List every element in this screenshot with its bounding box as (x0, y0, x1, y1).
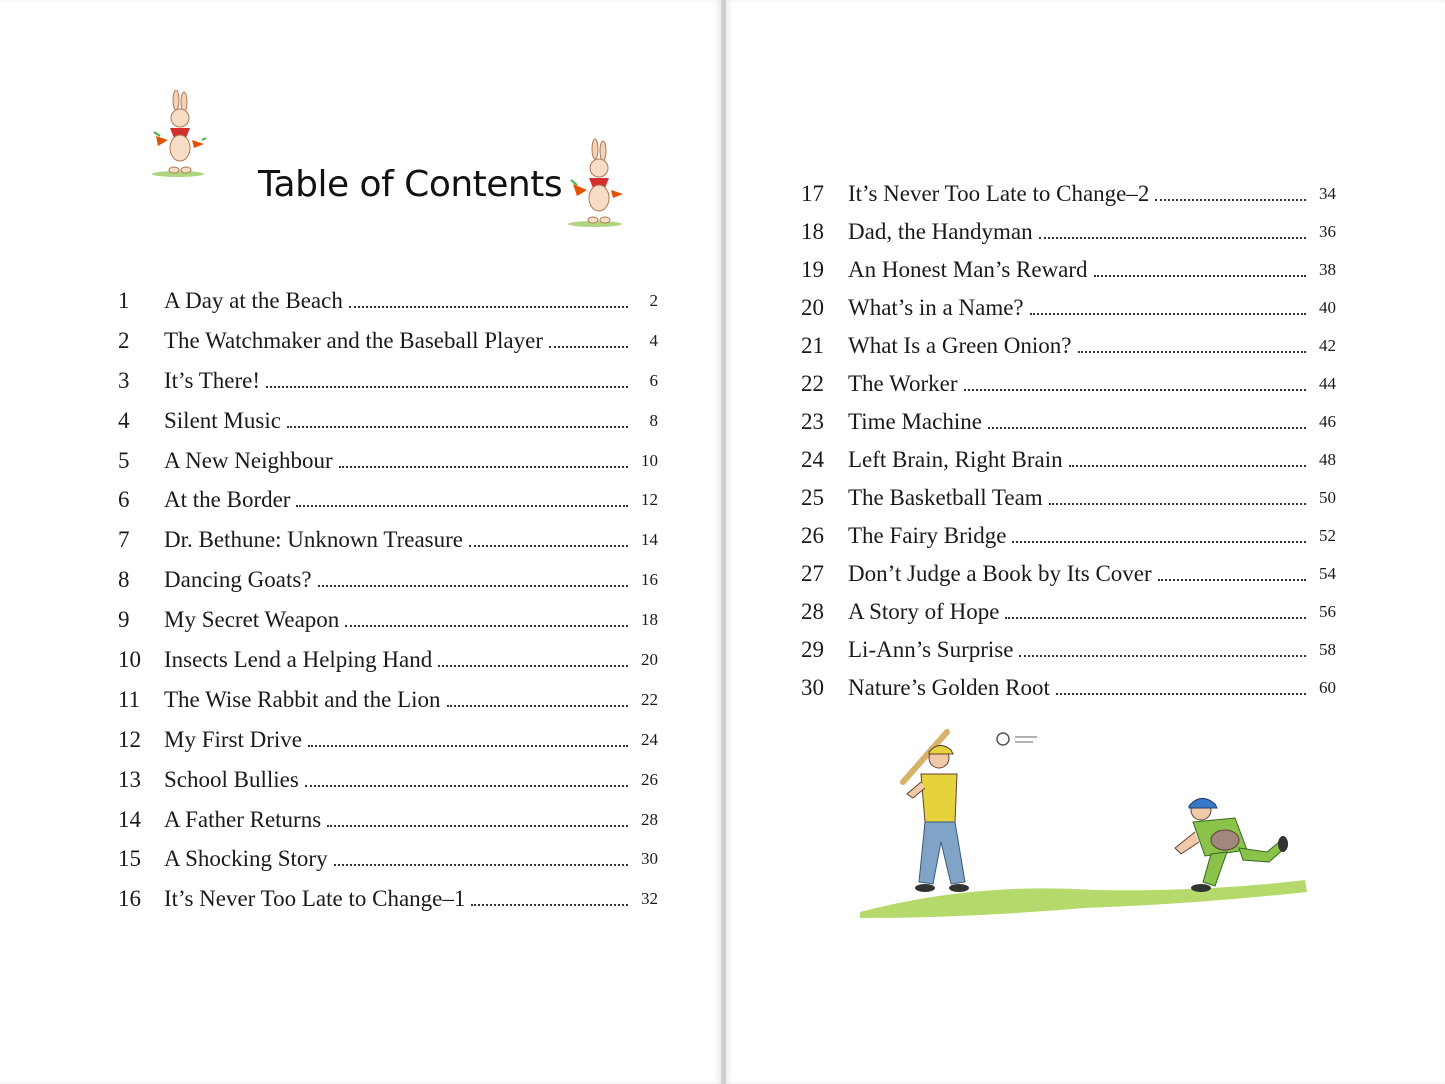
chapter-title: A Shocking Story (164, 846, 328, 872)
chapter-title: Dad, the Handyman (848, 219, 1033, 244)
toc-entry (801, 479, 1336, 517)
chapter-title: What Is a Green Onion? (848, 333, 1072, 358)
chapter-line (848, 213, 1306, 251)
chapter-line (848, 327, 1306, 365)
toc-entry (118, 720, 658, 760)
page-number: 16 (641, 570, 658, 590)
toc-entry (118, 560, 658, 600)
page-number: 42 (1319, 336, 1336, 355)
chapter-number: 22 (801, 371, 824, 396)
toc-entry (801, 669, 1336, 707)
chapter-line (848, 175, 1306, 213)
toc-entry (801, 213, 1336, 251)
toc-entry (118, 839, 658, 879)
chapter-number: 13 (118, 766, 141, 792)
toc-entry (118, 879, 658, 919)
chapter-number: 28 (801, 599, 824, 624)
toc-entry (118, 401, 658, 441)
chapter-line (164, 800, 628, 840)
chapter-line (164, 720, 628, 760)
chapter-title: A Day at the Beach (164, 288, 343, 313)
chapter-number: 29 (801, 637, 824, 662)
toc-entry (801, 593, 1336, 631)
toc-entry (801, 175, 1336, 213)
page-number: 10 (641, 450, 658, 470)
baseball-illustration (855, 722, 1315, 922)
toc-entry (801, 403, 1336, 441)
dot-leader (345, 624, 628, 627)
chapter-number: 18 (801, 219, 824, 244)
chapter-title: At the Border (164, 487, 291, 513)
dot-leader (266, 385, 628, 388)
toc-entry (801, 441, 1336, 479)
toc-entry (801, 327, 1336, 365)
left-page (0, 0, 721, 1084)
chapter-title: A Father Returns (164, 806, 322, 832)
toc-entry (118, 600, 658, 640)
dot-leader (988, 426, 1306, 429)
chapter-title: It’s There! (164, 367, 261, 393)
chapter-number: 5 (118, 447, 130, 473)
chapter-number: 3 (118, 367, 130, 393)
chapter-title: It’s Never Too Late to Change–1 (164, 886, 466, 912)
toc-entry (118, 760, 658, 800)
page-number: 22 (641, 689, 658, 709)
toc-entry (801, 365, 1336, 403)
chapter-line (848, 289, 1306, 327)
page-number: 36 (1319, 222, 1336, 241)
page-number: 48 (1319, 450, 1336, 469)
chapter-line (164, 321, 628, 361)
toc-entry (118, 680, 658, 720)
page-number: 26 (641, 769, 658, 789)
chapter-title: Don’t Judge a Book by Its Cover (848, 561, 1152, 586)
chapter-number: 30 (801, 675, 824, 700)
page-number: 2 (649, 291, 658, 310)
dot-leader (964, 388, 1307, 391)
chapter-number: 17 (801, 181, 824, 206)
page-number: 12 (641, 490, 658, 510)
dot-leader (308, 744, 628, 747)
page-number: 30 (641, 849, 658, 869)
chapter-line (848, 593, 1306, 631)
toc-entry (801, 517, 1336, 555)
toc-entry (118, 520, 658, 560)
chapter-number: 12 (118, 726, 141, 752)
page-number: 50 (1319, 488, 1336, 507)
chapter-number: 15 (118, 846, 141, 872)
chapter-title: School Bullies (164, 766, 299, 792)
chapter-line (848, 365, 1306, 403)
page-number: 4 (649, 330, 658, 350)
dot-leader (339, 465, 628, 468)
chapter-number: 11 (118, 686, 141, 712)
dot-leader (1155, 198, 1306, 201)
chapter-number: 25 (801, 485, 824, 510)
chapter-number: 26 (801, 523, 824, 548)
dot-leader (1056, 692, 1306, 695)
chapter-line (848, 517, 1306, 555)
page-number: 14 (641, 530, 658, 550)
toc-list-left (118, 281, 658, 919)
chapter-line (848, 403, 1306, 441)
chapter-line (164, 839, 628, 879)
dot-leader (1069, 464, 1306, 467)
page-number: 6 (649, 370, 658, 390)
chapter-title: The Fairy Bridge (848, 523, 1007, 548)
chapter-line (164, 879, 628, 919)
page-number: 58 (1319, 640, 1336, 659)
toc-entry (801, 251, 1336, 289)
dot-leader (296, 504, 628, 507)
chapter-number: 14 (118, 806, 141, 832)
chapter-title: Li-Ann’s Surprise (848, 637, 1014, 662)
page-number: 20 (641, 650, 658, 670)
dot-leader (1049, 502, 1306, 505)
chapter-line (848, 631, 1306, 669)
dot-leader (471, 903, 628, 906)
chapter-line (848, 555, 1306, 593)
chapter-line (164, 680, 628, 720)
dot-leader (1019, 654, 1306, 657)
chapter-line (848, 441, 1306, 479)
page-number: 40 (1319, 298, 1336, 317)
toc-entry (801, 289, 1336, 327)
chapter-line (164, 760, 628, 800)
chapter-number: 10 (118, 647, 141, 673)
toc-entry (118, 441, 658, 481)
chapter-number: 7 (118, 527, 130, 553)
chapter-line (164, 600, 628, 640)
page-number: 32 (641, 889, 658, 909)
chapter-number: 21 (801, 333, 824, 358)
chapter-line (164, 441, 628, 481)
chapter-line (848, 479, 1306, 517)
rabbit-carrot-icon (148, 90, 210, 178)
toc-entry (801, 555, 1336, 593)
dot-leader (469, 544, 628, 547)
dot-leader (438, 664, 628, 667)
chapter-line (164, 281, 628, 321)
rabbit-carrot-icon (565, 138, 627, 228)
dot-leader (1030, 312, 1306, 315)
chapter-title: The Wise Rabbit and the Lion (164, 686, 441, 712)
toc-entry (118, 281, 658, 321)
page-number: 18 (641, 610, 658, 630)
dot-leader (327, 824, 628, 827)
chapter-number: 1 (118, 288, 130, 313)
chapter-title: Insects Lend a Helping Hand (164, 647, 433, 673)
toc-entry (118, 640, 658, 680)
dot-leader (1078, 350, 1306, 353)
page-number: 60 (1319, 678, 1336, 697)
dot-leader (1012, 540, 1306, 543)
chapter-line (164, 560, 628, 600)
chapter-line (848, 669, 1306, 707)
chapter-title: What’s in a Name? (848, 295, 1024, 320)
chapter-number: 19 (801, 257, 824, 282)
baseball-ball (997, 733, 1037, 745)
toc-entry (118, 321, 658, 361)
dot-leader (1005, 616, 1306, 619)
chapter-number: 8 (118, 567, 130, 593)
chapter-title: Silent Music (164, 407, 281, 433)
chapter-title: The Watchmaker and the Baseball Player (164, 327, 543, 353)
chapter-number: 24 (801, 447, 824, 472)
chapter-line (848, 251, 1306, 289)
toc-entry (118, 480, 658, 520)
page-number: 28 (641, 809, 658, 829)
dot-leader (349, 305, 628, 308)
page-number: 24 (641, 729, 658, 749)
toc-entry (118, 361, 658, 401)
toc-entry (118, 800, 658, 840)
dot-leader (1039, 236, 1306, 239)
chapter-title: The Worker (848, 371, 958, 396)
dot-leader (305, 784, 628, 787)
page-number: 52 (1319, 526, 1336, 545)
chapter-number: 4 (118, 407, 130, 433)
page-number: 56 (1319, 602, 1336, 621)
chapter-title: Nature’s Golden Root (848, 675, 1050, 700)
batter-figure (903, 732, 969, 892)
chapter-number: 27 (801, 561, 824, 586)
chapter-title: It’s Never Too Late to Change–2 (848, 181, 1150, 206)
chapter-title: A Story of Hope (848, 599, 1000, 624)
page-number: 38 (1319, 260, 1336, 279)
chapter-title: A New Neighbour (164, 447, 333, 473)
chapter-number: 9 (118, 607, 130, 633)
chapter-line (164, 640, 628, 680)
chapter-title: An Honest Man’s Reward (848, 257, 1088, 282)
chapter-title: Left Brain, Right Brain (848, 447, 1063, 472)
toc-list-right (801, 175, 1336, 707)
chapter-line (164, 480, 628, 520)
chapter-title: Dr. Bethune: Unknown Treasure (164, 527, 463, 553)
dot-leader (1094, 274, 1306, 277)
chapter-number: 23 (801, 409, 824, 434)
page-number: 54 (1319, 564, 1336, 583)
page-title: Table of Contents (258, 164, 563, 205)
dot-leader (1158, 578, 1306, 581)
chapter-line (164, 361, 628, 401)
chapter-line (164, 520, 628, 560)
toc-entry (801, 631, 1336, 669)
page-number: 46 (1319, 412, 1336, 431)
chapter-number: 20 (801, 295, 824, 320)
chapter-title: The Basketball Team (848, 485, 1043, 510)
pitcher-figure (1175, 798, 1288, 892)
dot-leader (334, 863, 628, 866)
chapter-title: Dancing Goats? (164, 567, 312, 593)
page-number: 44 (1319, 374, 1336, 393)
dot-leader (318, 584, 628, 587)
page-number: 8 (649, 410, 658, 430)
chapter-number: 2 (118, 327, 130, 353)
chapter-title: Time Machine (848, 409, 982, 434)
chapter-number: 6 (118, 487, 130, 513)
chapter-line (164, 401, 628, 441)
dot-leader (447, 704, 628, 707)
dot-leader (287, 425, 628, 428)
dot-leader (549, 345, 628, 348)
page-number: 34 (1319, 184, 1336, 203)
chapter-title: My First Drive (164, 726, 302, 752)
chapter-number: 16 (118, 886, 141, 912)
chapter-title: My Secret Weapon (164, 607, 340, 633)
